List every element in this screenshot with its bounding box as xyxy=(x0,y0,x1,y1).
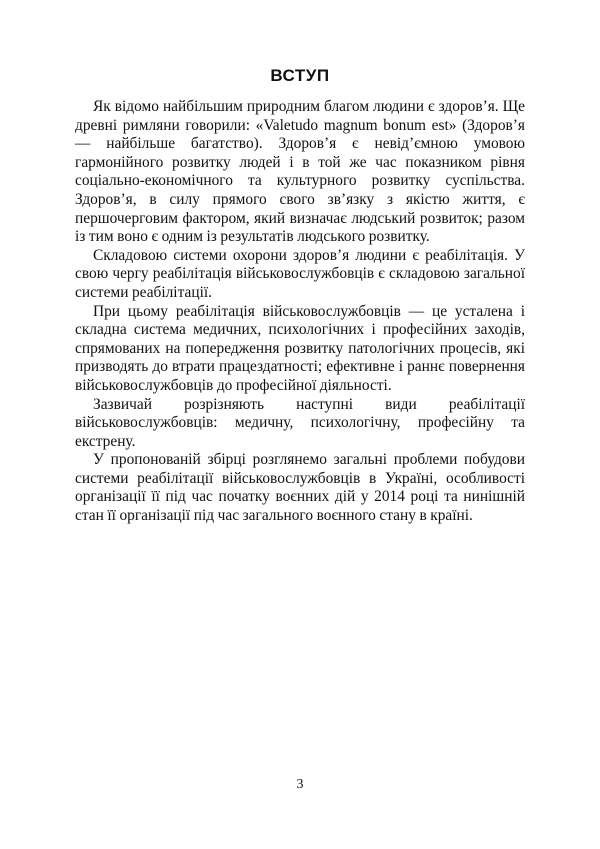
body-text xyxy=(75,98,525,526)
paragraph-2: Складовою системи охорони здоров’я людини є реабілітація. У свою чергу реабілітація військовослужбовців є складовою загальної системи реабілітації. xyxy=(75,246,525,301)
paragraph-1: Як відомо найбільшим природним благом людини є здоров’я. Ще древні римляни говорили: «Valetudo magnum bonum est» (Здоров’я — найбільше багатство). Здоров’я є невід’ємною умовою гармонійного розвитку людей і в той же час показником рівня соціально-економічного та культурного розвитку суспільства. Здоров’я, в силу прямого свого зв’язку з якістю життя, є першочерговим фактором, який визначає людський розвиток; разом із тим воно є одним із результатів людського розвитку. xyxy=(75,98,525,246)
page-title: ВСТУП xyxy=(270,66,330,85)
paragraph-5: У пропонованій збірці розглянемо загальні проблеми побудови системи реабілітації військовослужбовців в Україні, особливості організації її під час початку воєнних дій у 2014 році та нинішній стан її організації під час загального воєнного стану в країні. xyxy=(75,451,525,525)
paragraph-4: Зазвичай розрізняють наступні види реабілітації військовослужбовців: медичну, психологічну, професійну та екстрену. xyxy=(75,395,525,450)
paragraph-3: При цьому реабілітація військовослужбовців — це усталена і складна система медичних, психологічних і професійних заходів, спрямованих на попередження розвитку патологічних процесів, які призводять до втрати працездатності; ефективне і раннє повернення військовослужбовців до професійної діяльності. xyxy=(75,302,525,394)
page-number: 3 xyxy=(296,777,304,792)
